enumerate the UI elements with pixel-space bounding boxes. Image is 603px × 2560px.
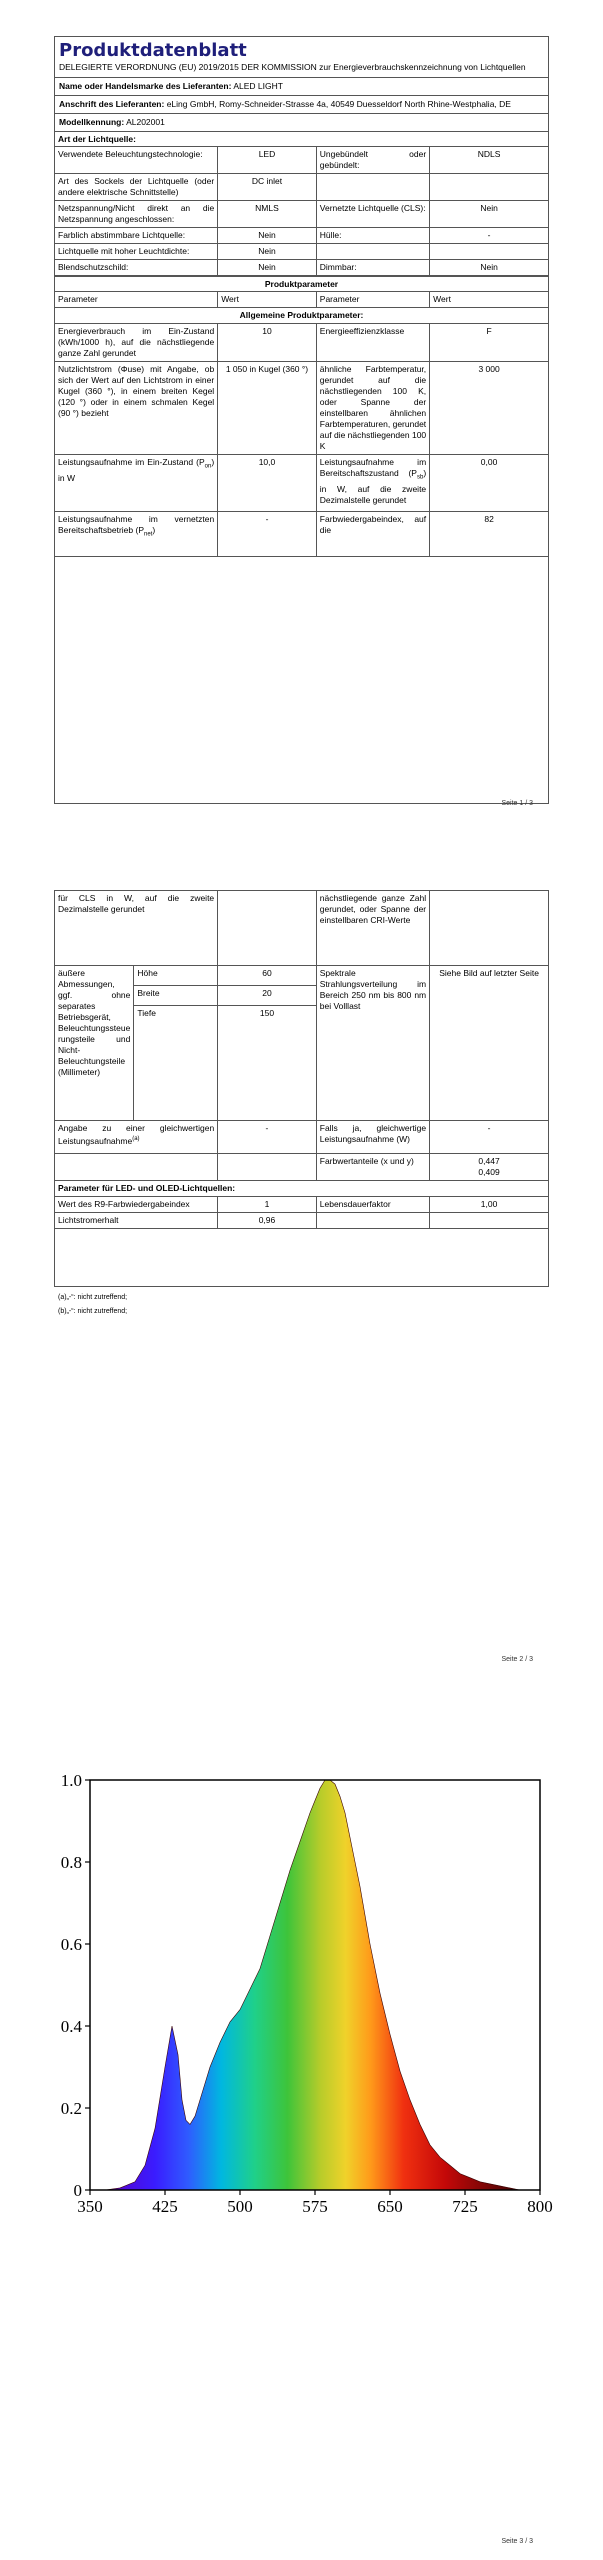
table-header-row (55, 292, 548, 308)
light-source-header: Art der Lichtquelle: (55, 132, 548, 147)
empty-cell (430, 244, 548, 260)
spectrum-area (105, 1780, 520, 2190)
spectrum-point (309, 1812, 311, 1814)
unbundled-value: NDLS (430, 147, 548, 174)
x-tick-label: 575 (302, 2197, 328, 2216)
x-tick-label: 350 (77, 2197, 103, 2216)
spectrum-point (319, 1787, 321, 1789)
table-row (55, 147, 548, 174)
dimensions-label: äußere Abmessungen, ggf. ohne separates Betriebsgerät, Beleuchtungssteuerungsteile und Nicht-Beleuchtungsteile (Millimeter) (55, 966, 134, 1121)
energy-label: Energieverbrauch im Ein-Zustand (kWh/1000 h), auf die nächstliegende ganze Zahl gerundet (55, 324, 218, 362)
spectrum-point (164, 2066, 166, 2068)
spectrum-point (389, 2033, 391, 2035)
spectrum-point (364, 1915, 366, 1917)
eclass-label: Energieeffizienzklasse (316, 324, 429, 362)
dimmable-value: Nein (430, 260, 548, 276)
x-tick-label: 725 (452, 2197, 478, 2216)
spectrum-point (209, 2066, 211, 2068)
chroma-x: 0,447 (478, 1156, 500, 1166)
r9-value: 1 (218, 1197, 317, 1213)
led-header: Parameter für LED- und OLED-Lichtquellen: (55, 1181, 548, 1197)
table-row (55, 1154, 548, 1181)
spectrum-point (469, 2177, 471, 2179)
base-label: Art des Sockels der Lichtquelle (oder andere elektrische Schnittstelle) (55, 174, 218, 201)
empty-cell (430, 1213, 548, 1229)
glare-value: Nein (218, 260, 317, 276)
page-number: Seite 3 / 3 (501, 2538, 533, 2545)
spectrum-point (185, 2120, 187, 2122)
cls-label: Vernetzte Lichtquelle (CLS): (316, 201, 429, 228)
glare-label: Blendschutzschild: (55, 260, 218, 276)
spectrum-point (379, 1992, 381, 1994)
spectrum-point (339, 1796, 341, 1798)
spectrum-point (344, 1812, 346, 1814)
cri-value: 82 (430, 512, 548, 557)
maint-label: Lichtstromerhalt (55, 1213, 218, 1229)
general-header: Allgemeine Produktparameter: (55, 308, 548, 324)
spectrum-point (269, 1935, 271, 1937)
height-value: 60 (218, 966, 317, 986)
empty-cell (430, 174, 548, 201)
maint-value: 0,96 (218, 1213, 317, 1229)
pon-label (55, 455, 218, 512)
empty-cell (316, 244, 429, 260)
energy-value: 10 (218, 324, 317, 362)
footnote-a: (a)„-“: nicht zutreffend; (58, 1294, 128, 1301)
spectrum-point (194, 2115, 196, 2117)
mains-label: Netzspannung/Nicht direkt an die Netzspannung angeschlossen: (55, 201, 218, 228)
spectrum-point (449, 2165, 451, 2167)
table-row (55, 1181, 548, 1197)
y-tick-label: 0.2 (60, 2099, 82, 2118)
page-3 (0, 1740, 603, 2560)
spd-value: Siehe Bild auf letzter Seite (430, 966, 548, 1121)
y-tick-label: 0.6 (60, 1935, 82, 1954)
model-label: Modellkennung: (59, 117, 125, 127)
depth-label: Tiefe (134, 1006, 218, 1121)
spectrum-point (289, 1869, 291, 1871)
spectrum-point (419, 2124, 421, 2126)
spectrum-point (439, 2156, 441, 2158)
pnet-sub: net (143, 531, 153, 538)
equiv-w-value: - (430, 1121, 548, 1154)
supplier-value: ALED LIGHT (233, 81, 283, 91)
spectrum-point (189, 2124, 191, 2126)
address-label: Anschrift des Lieferanten: (59, 99, 165, 109)
table-row (55, 1197, 548, 1213)
dimmable-label: Dimmbar: (316, 260, 429, 276)
table-row (55, 260, 548, 276)
equiv-value: - (218, 1121, 317, 1154)
spectrum-point (144, 2165, 146, 2167)
supplier-label: Name oder Handelsmarke des Lieferanten: (59, 81, 232, 91)
table-row (55, 891, 548, 966)
tech-label: Verwendete Beleuchtungstechnologie: (55, 147, 218, 174)
pnet-value: - (218, 512, 317, 557)
tunable-label: Farblich abstimmbare Lichtquelle: (55, 228, 218, 244)
spectrum-point (154, 2128, 156, 2130)
address-value: eLing GmbH, Romy-Schneider-Strasse 4a, 40549 Duesseldorf North Rhine-Westphalia, DE (166, 99, 511, 109)
spectrum-point (499, 2185, 501, 2187)
mains-value: NMLS (218, 201, 317, 228)
table-row (55, 308, 548, 324)
life-value: 1,00 (430, 1197, 548, 1213)
y-tick-label: 1.0 (60, 1771, 82, 1790)
width-value: 20 (218, 986, 317, 1006)
model-value: AL202001 (126, 117, 165, 127)
spectrum-point (219, 2042, 221, 2044)
high-luminance-value: Nein (218, 244, 317, 260)
chroma-value (430, 1154, 548, 1181)
table-row (55, 1121, 548, 1154)
spectrum-point (429, 2144, 431, 2146)
equiv-sup: (a) (132, 1136, 140, 1142)
empty-cell (316, 174, 429, 201)
pon-label-tail: ) in W (58, 457, 215, 483)
continued-table (55, 891, 548, 1229)
x-tick-label: 800 (527, 2197, 553, 2216)
cct-label: ähnliche Farbtemperatur, gerundet auf die nächstliegenden 100 K, oder Spanne der einstellbaren ähnlichen Farbtemperaturen, gerundet auf die nächstliegenden 100 K (316, 362, 429, 455)
datasheet-frame (54, 36, 549, 804)
width-label: Breite (134, 986, 218, 1006)
envelope-label: Hülle: (316, 228, 429, 244)
cri-label: Farbwiedergabeindex, auf die (316, 512, 429, 557)
spectrum-point (134, 2181, 136, 2183)
regulation-text: DELEGIERTE VERORDNUNG (EU) 2019/2015 DER KOMMISSION zur Energieverbrauchskennzeichnung von Lichtquellen (55, 62, 548, 78)
psb-label-text: Leistungsaufnahme im Bereitschaftszustand (P (319, 457, 427, 478)
pnet-label-text: Leistungsaufnahme im vernetzten Bereitschaftsbetrieb (P (58, 514, 215, 535)
table-row (55, 966, 548, 986)
pnet-label-cont: für CLS in W, auf die zweite Dezimalstelle gerundet (55, 891, 218, 966)
envelope-value: - (430, 228, 548, 244)
empty-cell (55, 1154, 218, 1181)
spectrum-point (354, 1861, 356, 1863)
spectrum-point (229, 2021, 231, 2023)
spectrum-point (479, 2181, 481, 2183)
base-value: DC inlet (218, 174, 317, 201)
model-row (55, 114, 548, 132)
spectrum-point (299, 1841, 301, 1843)
spectrum-point (349, 1837, 351, 1839)
tech-value: LED (218, 147, 317, 174)
empty-cell (218, 1154, 317, 1181)
spectrum-point (279, 1902, 281, 1904)
empty-cell (218, 891, 317, 966)
height-label: Höhe (134, 966, 218, 986)
unbundled-label: Ungebündelt oder gebündelt: (316, 147, 429, 174)
datasheet-frame-continued (54, 890, 549, 1287)
spectrum-point (409, 2099, 411, 2101)
spectrum-point (171, 2025, 173, 2027)
x-tick-label: 500 (227, 2197, 253, 2216)
spd-label: Spektrale Strahlungsverteilung im Bereich 250 nm bis 800 nm bei Volllast (316, 966, 429, 1121)
table-row (55, 512, 548, 557)
chroma-y: 0,409 (478, 1167, 500, 1177)
spectrum-point (249, 1988, 251, 1990)
table-row (55, 201, 548, 228)
cri-label-cont: nächstliegende ganze Zahl gerundet, oder Spanne der einstellbaren CRI-Werte (316, 891, 429, 966)
pon-sub: on (204, 463, 212, 470)
empty-cell (316, 1213, 429, 1229)
table-row (55, 1213, 548, 1229)
table-row (55, 455, 548, 512)
table-row (55, 324, 548, 362)
col-param-2: Parameter (316, 292, 429, 308)
tunable-value: Nein (218, 228, 317, 244)
spectrum-point (334, 1783, 336, 1785)
table-row (55, 228, 548, 244)
y-tick-label: 0 (73, 2181, 82, 2200)
life-label: Lebensdauerfaktor (316, 1197, 429, 1213)
spectrum-point (399, 2070, 401, 2072)
eclass-value: F (430, 324, 548, 362)
spectrum-point (459, 2173, 461, 2175)
table-row (55, 174, 548, 201)
supplier-row (55, 78, 548, 96)
cls-value: Nein (430, 201, 548, 228)
table-row (55, 362, 548, 455)
x-tick-label: 425 (152, 2197, 178, 2216)
equiv-w-label: Falls ja, gleichwertige Leistungsaufnahme (W) (316, 1121, 429, 1154)
spectrum-point (119, 2187, 121, 2189)
light-source-table (55, 147, 548, 276)
psb-label (316, 455, 429, 512)
spectrum-point (369, 1943, 371, 1945)
product-params-header: Produktparameter (55, 276, 548, 292)
chroma-label: Farbwertanteile (x und y) (316, 1154, 429, 1181)
cct-value: 3 000 (430, 362, 548, 455)
spectrum-point (359, 1886, 361, 1888)
page-number: Seite 2 / 3 (501, 1656, 533, 1663)
col-value-2: Wert (430, 292, 548, 308)
page-1 (0, 0, 603, 810)
spectrum-point (259, 1968, 261, 1970)
depth-value: 150 (218, 1006, 317, 1121)
high-luminance-label: Lichtquelle mit hoher Leuchtdichte: (55, 244, 218, 260)
general-params-table (55, 292, 548, 557)
col-param-1: Parameter (55, 292, 218, 308)
spectral-distribution-chart (50, 1770, 560, 2230)
page-2 (0, 870, 603, 1680)
x-tick-label: 650 (377, 2197, 403, 2216)
psb-label-tail: ) in W, auf die zweite Dezimalstelle gerundet (319, 468, 427, 505)
equiv-label-text: Angabe zu einer gleichwertigen Leistungsaufnahme (58, 1123, 215, 1146)
page-title: Produktdatenblatt (59, 40, 247, 61)
spectrum-point (239, 2009, 241, 2011)
address-row (55, 96, 548, 114)
flux-value: 1 050 in Kugel (360 °) (218, 362, 317, 455)
table-row (55, 244, 548, 260)
pnet-label-tail: ) (152, 525, 156, 535)
r9-label: Wert des R9-Farbwiedergabeindex (55, 1197, 218, 1213)
equiv-label (55, 1121, 218, 1154)
y-tick-label: 0.8 (60, 1853, 82, 1872)
footnote-b: (b)„-“: nicht zutreffend; (58, 1308, 128, 1315)
psb-value: 0,00 (430, 455, 548, 512)
psb-sub: sb (416, 474, 424, 481)
pon-value: 10,0 (218, 455, 317, 512)
empty-cell (430, 891, 548, 966)
page-number: Seite 1 / 3 (501, 800, 533, 807)
spectrum-point (314, 1800, 316, 1802)
spectrum-point (181, 2099, 183, 2101)
flux-label: Nutzlichtstrom (Φuse) mit Angabe, ob sich der Wert auf den Lichtstrom in einer Kugel (360 °), in einem breiten Kegel (120 °) oder in einem schmalen Kegel (90 °) bezieht (55, 362, 218, 455)
spectrum-point (177, 2054, 179, 2056)
pon-label-text: Leistungsaufnahme im Ein-Zustand (P (58, 457, 205, 467)
pnet-label (55, 512, 218, 557)
col-value-1: Wert (218, 292, 317, 308)
y-tick-label: 0.4 (60, 2017, 82, 2036)
spectrum-point (199, 2099, 201, 2101)
